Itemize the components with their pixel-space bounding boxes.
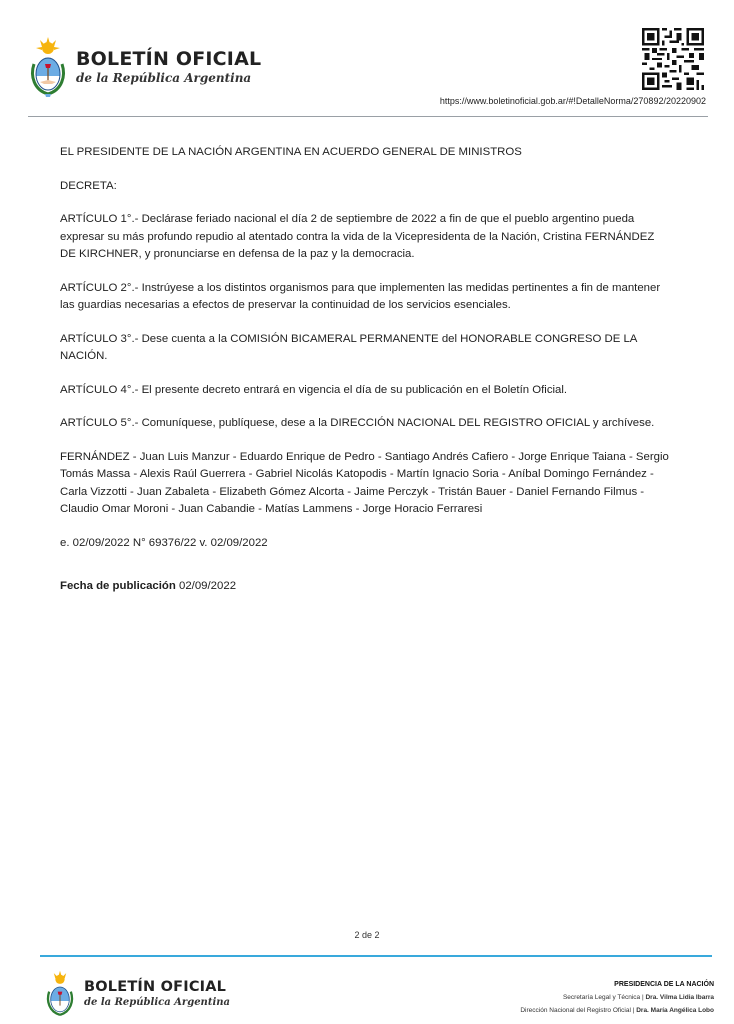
publication-date-line xyxy=(60,578,670,596)
decree-decreta: DECRETA: xyxy=(60,179,117,192)
page-number: 2 de 2 xyxy=(354,930,380,940)
decree-intro: EL PRESIDENTE DE LA NACIÓN ARGENTINA EN ACUERDO GENERAL DE MINISTROS xyxy=(60,146,522,158)
signatures: FERNÁNDEZ - Juan Luis Manzur - Eduardo Enrique de Pedro - Santiago Andrés Cafiero - Jorge Enrique Taiana - Sergio Tomás Massa - Alexis Raúl Guerrera - Gabriel Nicolás Katopodis - Martín Ignacio Soria - Aníbal Domingo Fernández - Carla Vizzotti - Juan Zabaleta - Elizabeth Gómez Alcorta - Jaime Perczyk - Tristán Bauer - Daniel Fernando Filmus - Claudio Omar Moroni - Juan Cabandie - Matías Lammens - Jorge Horacio Ferraresi xyxy=(60,450,669,515)
edition-line: e. 02/09/2022 N° 69376/22 v. 02/09/2022 xyxy=(60,536,268,549)
footer-line-2: Dirección Nacional del Registro Oficial | Dra. María Angélica Lobo xyxy=(520,1007,714,1014)
article-5: ARTÍCULO 5°.- Comuníquese, publíquese, dese a la DIRECCIÓN NACIONAL DEL REGISTRO OFICIAL y archívese. xyxy=(60,417,655,429)
footer-line-2-name: Dra. María Angélica Lobo xyxy=(636,1007,714,1014)
article-2: ARTÍCULO 2°.- Instrúyese a los distintos organismos para que implementen las medidas pertinentes a fin de mantener las guardias necesarias a efectos de preservar la continuidad de los servicios esenciales. xyxy=(60,281,661,311)
publication-date-label: Fecha de publicación xyxy=(60,580,176,592)
footer-coat-of-arms-icon xyxy=(44,970,76,1018)
page-header xyxy=(28,28,708,118)
footer-logo-title: BOLETÍN OFICIAL xyxy=(84,979,227,995)
boletin-logo xyxy=(28,36,261,98)
footer-line-1-label: Secretaría Legal y Técnica xyxy=(562,994,641,1001)
logo-title: BOLETÍN OFICIAL xyxy=(76,48,262,70)
coat-of-arms-icon xyxy=(28,36,68,98)
footer-logo-subtitle: de la República Argentina xyxy=(84,997,230,1008)
publication-date-value: 02/09/2022 xyxy=(179,580,237,592)
article-3: ARTÍCULO 3°.- Dese cuenta a la COMISIÓN BICAMERAL PERMANENTE del HONORABLE CONGRESO DE LA NACIÓN. xyxy=(60,332,637,362)
qr-code-icon xyxy=(642,28,704,90)
footer-presidency: PRESIDENCIA DE LA NACIÓN xyxy=(614,981,714,988)
footer-credits xyxy=(520,978,714,1017)
footer-line-1-name: Dra. Vilma Lidia Ibarra xyxy=(645,994,714,1001)
footer-logo xyxy=(44,970,230,1018)
header-divider xyxy=(28,116,708,117)
document-url[interactable]: https://www.boletinoficial.gob.ar/#!DetalleNorma/270892/20220902 xyxy=(439,96,706,106)
article-4: ARTÍCULO 4°.- El presente decreto entrará en vigencia el día de su publicación en el Boletín Oficial. xyxy=(60,383,568,396)
article-1: ARTÍCULO 1°.- Declárase feriado nacional el día 2 de septiembre de 2022 a fin de que el pueblo argentino pueda expresar su más profundo repudio al atentado contra la vida de la Vicepresidenta de la Nación, Cristina FERNÁNDEZ DE KIRCHNER, y pronunciarse en defensa de la paz y la democracia. xyxy=(60,213,655,260)
footer-line-2-label: Dirección Nacional del Registro Oficial xyxy=(520,1007,631,1014)
decree-body xyxy=(60,144,670,612)
logo-subtitle: de la República Argentina xyxy=(76,71,252,85)
footer-line-1: Secretaría Legal y Técnica | Dra. Vilma Lidia Ibarra xyxy=(562,994,714,1001)
footer-divider xyxy=(40,955,712,957)
